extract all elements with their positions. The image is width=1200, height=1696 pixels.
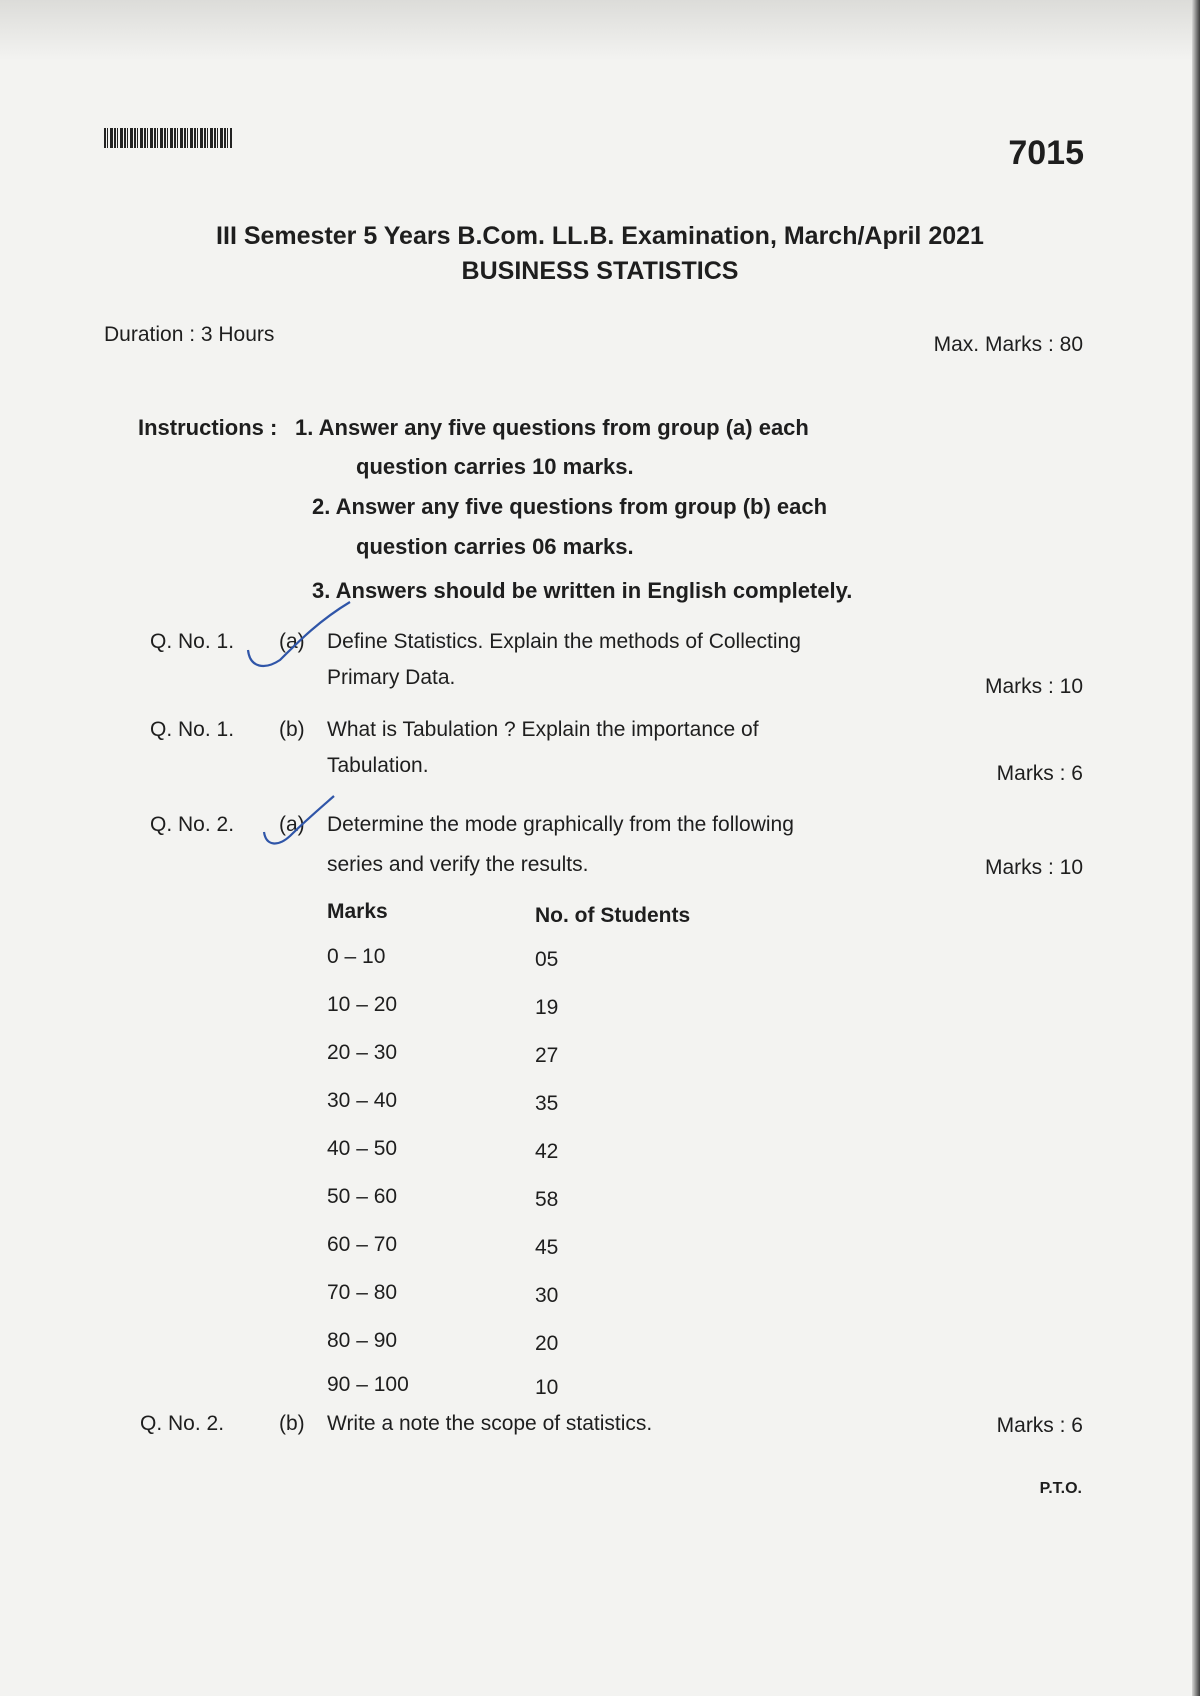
max-marks: Max. Marks : 80 <box>933 333 1083 356</box>
table-row-count: 45 <box>535 1236 559 1259</box>
q1b-text-line1: What is Tabulation ? Explain the importance of <box>327 718 759 741</box>
instruction-3-line1: 3. Answers should be written in English completely. <box>312 578 853 603</box>
duration: Duration : 3 Hours <box>104 323 275 346</box>
q2a-text-line1: Determine the mode graphically from the following <box>327 813 794 836</box>
pen-tick-mark <box>258 792 338 852</box>
table-row-marks: 0 – 10 <box>327 945 386 968</box>
q2b-marks: Marks : 6 <box>996 1414 1083 1437</box>
q1a-part: (a) <box>279 630 305 653</box>
table-row-marks: 50 – 60 <box>327 1185 398 1208</box>
q1a-text-line1: Define Statistics. Explain the methods of Collecting <box>327 630 801 653</box>
q1a-marks: Marks : 10 <box>984 675 1083 698</box>
table-row-count: 20 <box>535 1332 559 1355</box>
table-row-count: 10 <box>535 1376 559 1399</box>
q1a-number: Q. No. 1. <box>150 630 235 653</box>
instruction-1-line2: question carries 10 marks. <box>356 454 634 479</box>
q2a-number: Q. No. 2. <box>150 813 235 836</box>
barcode <box>104 128 232 148</box>
table-header-marks: Marks <box>327 900 388 923</box>
q2a-part: (a) <box>279 813 305 836</box>
table-row-count: 30 <box>535 1284 559 1307</box>
instructions-label: Instructions : <box>138 415 278 440</box>
pen-tick-mark <box>240 600 360 675</box>
instruction-2-line1: 2. Answer any five questions from group (b) each <box>312 494 828 519</box>
table-row-marks: 10 – 20 <box>327 993 398 1016</box>
table-row-marks: 80 – 90 <box>327 1329 398 1352</box>
table-row-marks: 70 – 80 <box>327 1281 398 1304</box>
instruction-2-line2: question carries 06 marks. <box>356 534 634 559</box>
q1b-marks: Marks : 6 <box>996 762 1083 785</box>
q2b-part: (b) <box>279 1412 305 1435</box>
q2a-text-line2: series and verify the results. <box>327 853 589 876</box>
table-row-count: 19 <box>535 996 559 1019</box>
q2a-marks: Marks : 10 <box>984 856 1083 879</box>
instruction-1-line1: 1. Answer any five questions from group (a) each <box>295 415 809 440</box>
table-row-marks: 40 – 50 <box>327 1137 398 1160</box>
subject-title: BUSINESS STATISTICS <box>461 257 739 285</box>
table-row-count: 35 <box>535 1092 559 1115</box>
page-turn-over: P.T.O. <box>1039 1480 1082 1497</box>
table-row-count: 58 <box>535 1188 559 1211</box>
table-row-count: 27 <box>535 1044 559 1067</box>
table-header-students: No. of Students <box>535 904 691 927</box>
table-row-count: 42 <box>535 1140 559 1163</box>
paper-code: 7015 <box>1008 134 1084 172</box>
table-row-marks: 30 – 40 <box>327 1089 398 1112</box>
scan-shadow <box>0 0 1200 60</box>
q2b-text: Write a note the scope of statistics. <box>327 1412 653 1435</box>
table-row-count: 05 <box>535 948 559 971</box>
table-row-marks: 20 – 30 <box>327 1041 398 1064</box>
q1b-text-line2: Tabulation. <box>327 754 429 777</box>
table-row-marks: 90 – 100 <box>327 1373 409 1396</box>
q1b-number: Q. No. 1. <box>150 718 235 741</box>
q1a-text-line2: Primary Data. <box>327 666 456 689</box>
scan-edge <box>1192 0 1200 1696</box>
q1b-part: (b) <box>279 718 305 741</box>
exam-title: III Semester 5 Years B.Com. LL.B. Examination, March/April 2021 <box>216 222 984 250</box>
q2b-number: Q. No. 2. <box>140 1412 225 1435</box>
table-row-marks: 60 – 70 <box>327 1233 398 1256</box>
